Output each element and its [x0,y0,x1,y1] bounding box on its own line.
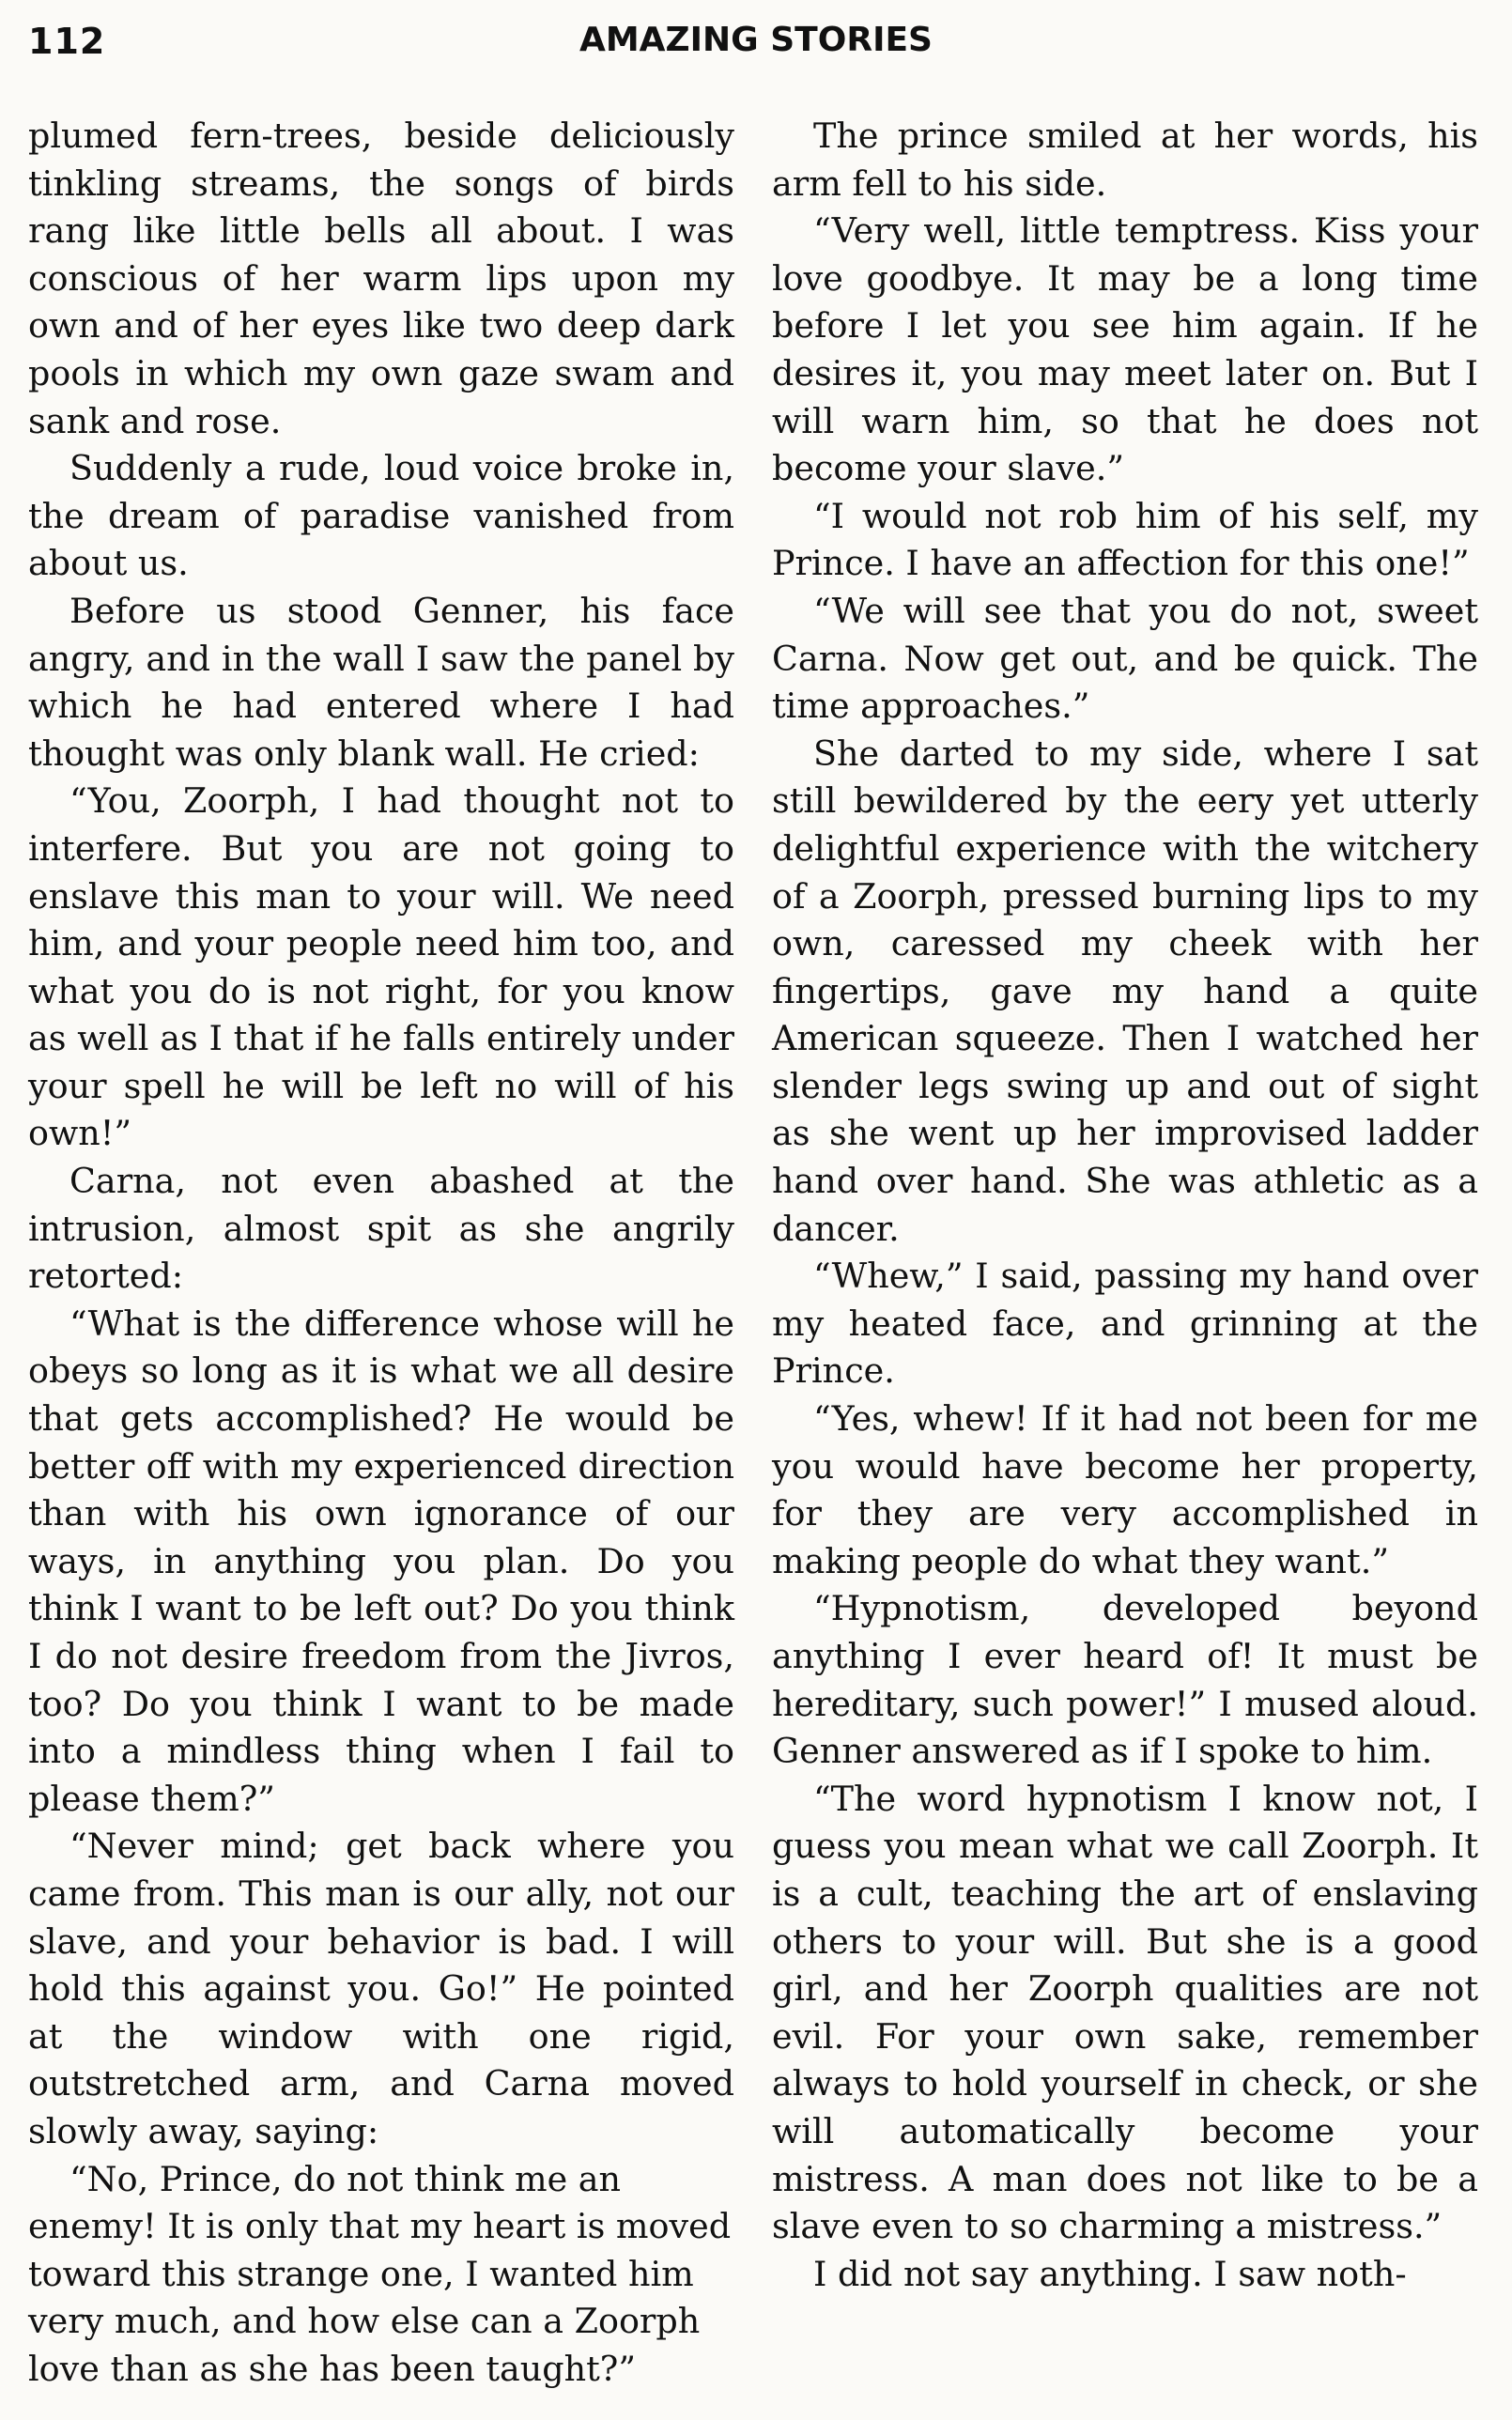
paragraph: “You, Zoorph, I had thought not to interfere. But you are not going to enslave this man to your will. We need him, and your people need him too, and what you do is not right, for you know as well as I that if he falls entirely under your spell he will be left no will of his own!” [28,780,734,1154]
paragraph: She darted to my side, where I sat still bewildered by the eery yet utterly delightful experience with the witchery of a Zoorph, pressed burning lips to my own, caressed my cheek with her fingertips, gave my hand a quite American squeeze. Then I watched her slender legs swing up and out of sight as she went up her improvised ladder hand over hand. She was athletic as a dancer. [772,732,1478,1249]
paragraph: “We will see that you do not, sweet Carna. Now get out, and be quick. The time approaches.” [772,590,1478,727]
paragraph: “What is the difference whose will he obeys so long as it is what we all desire that gets accomplished? He would be better off with my experienced direction than with his own ignorance of our ways, in anything you plan. Do you think I want to be left out? Do you think I do not desire freedom from the Jivros, too? Do you think I want to be made into a mindless thing when I fail to please them?” [28,1302,734,1819]
paragraph: plumed fern-trees, beside deliciously tinkling streams, the songs of birds rang like little bells all about. I was conscious of her warm lips upon my own and of her eyes like two deep dark pools in which my own gaze swam and sank and rose. [28,116,734,441]
paragraph: The prince smiled at her words, his arm fell to his side. [772,116,1478,204]
paragraph: I did not say anything. I saw noth- [813,2253,1407,2294]
right-column [772,113,1478,2298]
paragraph: “I would not rob him of his self, my Prince. I have an affection for this one!” [772,495,1478,584]
page-header [0,21,1512,77]
paragraph: “Whew,” I said, passing my hand over my heated face, and grinning at the Prince. [772,1256,1478,1392]
magazine-title: AMAZING STORIES [579,21,933,59]
paragraph: Suddenly a rude, loud voice broke in, the dream of paradise vanished from about us. [28,448,734,584]
paragraph: “Yes, whew! If it had not been for me you would have become her property, for they are very accomplished in making people do what they want.” [772,1398,1478,1581]
paragraph: “Hypnotism, developed beyond anything I ever heard of! It must be hereditary, such power!” I mused aloud. Genner answered as if I spoke to him. [772,1588,1478,1772]
paragraph: “No, Prince, do not think me an enemy! It is only that my heart is moved toward this strange one, I wanted him very much, and how else can a Zoorph love than as she has been taught?” [28,2158,732,2389]
paragraph: “Very well, little temptress. Kiss your love goodbye. It may be a long time before I let you see him again. If he desires it, you may meet later on. But I will warn him, so that he does not become your slave.” [772,210,1478,489]
left-column [28,113,734,2394]
page-number: 112 [28,21,106,62]
paragraph: “The word hypnotism I know not, I guess you mean what we call Zoorph. It is a cult, teaching the art of enslaving others to your will. But she is a good girl, and her Zoorph qualities are not evil. For your own sake, remember always to hold yourself in check, or she will automatically become your mistress. A man does not like to be a slave even to so charming a mistress.” [772,1778,1478,2247]
paragraph: “Never mind; get back where you came from. This man is our ally, not our slave, and your behavior is bad. I will hold this against you. Go!” He pointed at the window with one rigid, outstretched arm, and Carna moved slowly away, saying: [28,1826,734,2151]
paragraph: Before us stood Genner, his face angry, and in the wall I saw the panel by which he had entered where I had thought was only blank wall. He cried: [28,590,734,774]
paragraph: Carna, not even abashed at the intrusion, almost spit as she angrily retorted: [28,1161,734,1297]
